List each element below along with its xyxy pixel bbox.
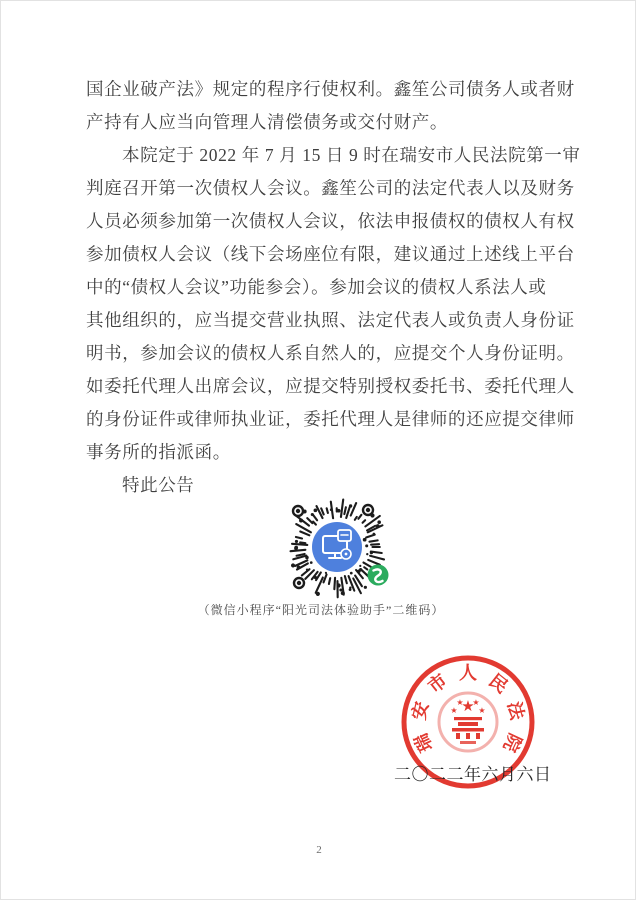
svg-text:安: 安 bbox=[408, 699, 433, 722]
qr-center-circle bbox=[312, 522, 362, 572]
wechat-logo-icon bbox=[368, 565, 389, 586]
svg-text:院: 院 bbox=[499, 730, 526, 756]
body-line: 参加债权人会议（线下会场座位有限，建议通过上述线上平台 bbox=[86, 244, 575, 264]
body-line: 其他组织的，应当提交营业执照、法定代表人或负责人身份证 bbox=[86, 310, 575, 330]
body-line: 本院定于 2022 年 7 月 15 日 9 时在瑞安市人民法院第一审 bbox=[122, 145, 581, 165]
body-line: 明书，参加会议的债权人系自然人的，应提交个人身份证明。 bbox=[86, 343, 575, 363]
body-line: 国企业破产法》规定的程序行使权利。鑫笙公司债务人或者财 bbox=[86, 79, 575, 99]
body-line: 如委托代理人出席会议，应提交特别授权委托书、委托代理人 bbox=[86, 376, 575, 396]
svg-text:瑞: 瑞 bbox=[410, 730, 437, 756]
svg-text:★: ★ bbox=[478, 706, 486, 715]
document-date: 二〇二二年六月六日 bbox=[394, 765, 552, 784]
body-line: 的身份证件或律师执业证，委托代理人是律师的还应提交律师 bbox=[86, 409, 575, 429]
svg-text:人: 人 bbox=[459, 663, 477, 683]
svg-text:法: 法 bbox=[503, 699, 528, 722]
svg-text:★: ★ bbox=[456, 698, 464, 707]
announcement-body bbox=[86, 73, 581, 502]
qr-caption: （微信小程序“阳光司法体验助手”二维码） bbox=[197, 603, 445, 617]
svg-text:★: ★ bbox=[450, 706, 458, 715]
svg-text:★: ★ bbox=[472, 698, 480, 707]
body-line: 事务所的指派函。 bbox=[86, 442, 231, 462]
national-emblem-icon bbox=[439, 693, 497, 751]
svg-text:民: 民 bbox=[485, 670, 512, 697]
page-number: 2 bbox=[316, 844, 322, 856]
svg-text:市: 市 bbox=[424, 670, 451, 697]
qr-code-svg bbox=[282, 493, 392, 603]
body-line: 人员必须参加第一次债权人会议，依法申报债权的债权人有权 bbox=[86, 211, 575, 231]
closing-line: 特此公告 bbox=[122, 475, 195, 495]
body-line: 判庭召开第一次债权人会议。鑫笙公司的法定代表人以及财务 bbox=[86, 178, 575, 198]
svg-text:★: ★ bbox=[461, 699, 475, 715]
body-line: 中的“债权人会议”功能参会）。参加会议的债权人系法人或 bbox=[86, 277, 547, 297]
body-line: 产持有人应当向管理人清偿债务或交付财产。 bbox=[86, 112, 448, 132]
qr-code bbox=[282, 493, 392, 603]
